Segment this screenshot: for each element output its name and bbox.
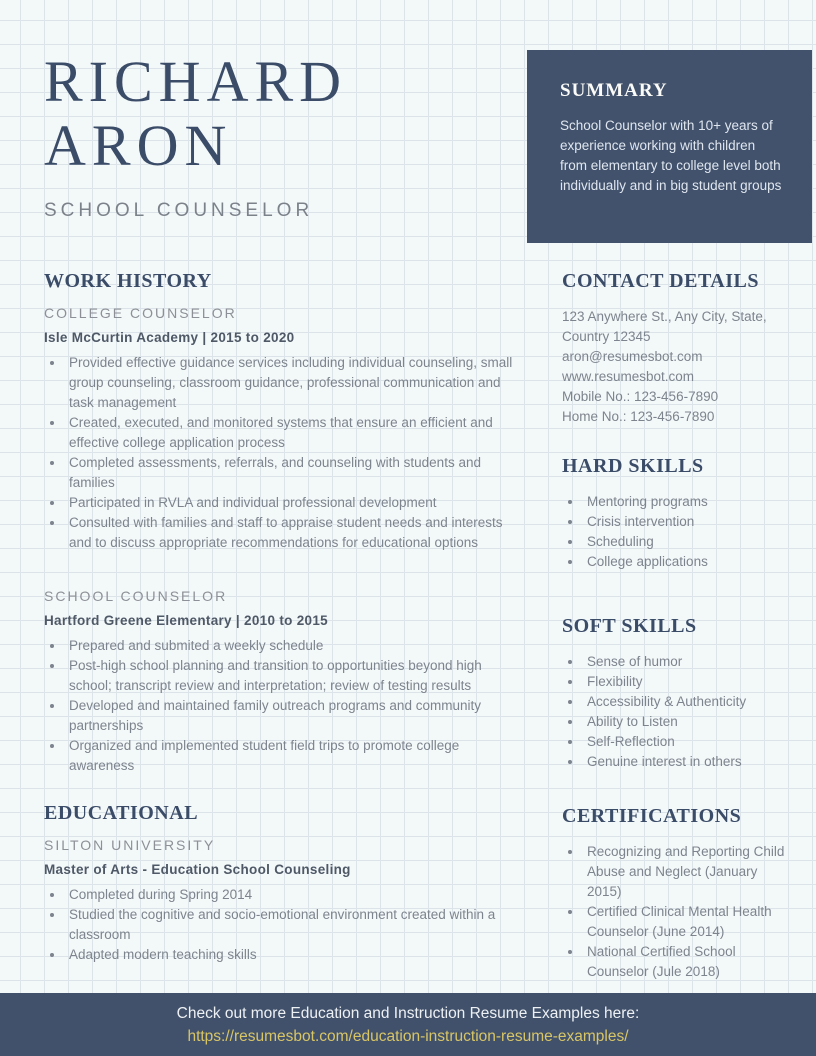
education-degree: Master of Arts - Education School Counseling [44,862,351,877]
job-bullet: • Provided effective guidance services including individual counseling, small group counseling, classroom guidance, professional communication and task management [65,353,526,413]
footer-text: Check out more Education and Instruction Resume Examples here: [176,1005,640,1022]
contact-line: Home No.: 123-456-7890 [562,409,715,424]
candidate-first-name: RICHARD [44,49,348,114]
job-bullet-list [44,353,526,553]
soft-skill-item: • Flexibility [583,672,794,692]
job-company-dates: Hartford Greene Elementary | 2010 to 2015 [44,613,328,628]
certifications-heading: CERTIFICATIONS [562,805,742,827]
soft-skill-item: • Sense of humor [583,652,794,672]
hard-skill-item: • Crisis intervention [583,512,794,532]
work-history-heading: WORK HISTORY [44,270,212,292]
job-bullet-list [44,636,526,776]
contact-line: Mobile No.: 123-456-7890 [562,389,719,404]
soft-skill-item: • Genuine interest in others [583,752,794,772]
contact-line: aron@resumesbot.com [562,349,703,364]
education-bullet-list [44,885,526,965]
job-bullet: • Created, executed, and monitored systems that ensure an efficient and effective college application process [65,413,526,453]
job-company-dates: Isle McCurtin Academy | 2015 to 2020 [44,330,295,345]
section-contact-details [562,270,794,427]
soft-skills-heading: SOFT SKILLS [562,615,697,637]
hard-skill-item: • Mentoring programs [583,492,794,512]
summary-card [527,50,812,243]
education-bullet: • Adapted modern teaching skills [65,945,526,965]
summary-heading: SUMMARY [560,80,668,101]
job-bullet: • Developed and maintained family outreach programs and community partnerships [65,696,526,736]
contact-line: 123 Anywhere St., Any City, State, [562,309,767,324]
content-columns [44,270,794,982]
contact-line: Country 12345 [562,329,651,344]
candidate-name [44,50,514,178]
certification-item: • Certified Clinical Mental Health Counselor (June 2014) [583,902,794,942]
education-bullet: • Studied the cognitive and socio-emotional environment created within a classroom [65,905,526,945]
contact-details-heading: CONTACT DETAILS [562,270,759,292]
section-soft-skills [562,615,794,772]
candidate-title: SCHOOL COUNSELOR [44,200,314,221]
job-bullet: • Post-high school planning and transition to opportunities beyond high school; transcript review and interpretation; review of testing results [65,656,526,696]
footer-link[interactable]: https://resumesbot.com/education-instruction-resume-examples/ [187,1028,629,1045]
hard-skill-item: • College applications [583,552,794,572]
job-entry-college-counselor [44,305,526,553]
job-role: SCHOOL COUNSELOR [44,588,228,604]
job-entry-school-counselor [44,588,526,776]
job-bullet: • Consulted with families and staff to appraise student needs and interests and to discuss appropriate recommendations for educational options [65,513,526,553]
section-education [44,802,526,965]
footer-banner [0,993,816,1056]
soft-skill-item: • Ability to Listen [583,712,794,732]
job-bullet: • Participated in RVLA and individual professional development [65,493,526,513]
section-work-history [44,270,526,776]
section-hard-skills [562,455,794,572]
section-certifications [562,805,794,982]
job-bullet: • Organized and implemented student field trips to promote college awareness [65,736,526,776]
contact-lines [562,307,794,427]
candidate-last-name: ARON [44,113,233,178]
education-heading: EDUCATIONAL [44,802,199,824]
certification-item: • Recognizing and Reporting Child Abuse and Neglect (January 2015) [583,842,794,902]
soft-skills-list [562,652,794,772]
contact-line: www.resumesbot.com [562,369,695,384]
hard-skills-list [562,492,794,572]
education-school: SILTON UNIVERSITY [44,837,216,853]
job-role: COLLEGE COUNSELOR [44,305,237,321]
left-column [44,270,526,982]
summary-text: School Counselor with 10+ years of experience working with children from elementary to college level both individually and in big student groups [560,118,782,193]
hard-skills-heading: HARD SKILLS [562,455,704,477]
hard-skill-item: • Scheduling [583,532,794,552]
soft-skill-item: • Accessibility & Authenticity [583,692,794,712]
job-bullet: • Completed assessments, referrals, and counseling with students and families [65,453,526,493]
soft-skill-item: • Self-Reflection [583,732,794,752]
header [44,50,514,222]
certifications-list [562,842,794,982]
job-bullet: • Prepared and submited a weekly schedule [65,636,526,656]
right-column [562,270,794,982]
education-bullet: • Completed during Spring 2014 [65,885,526,905]
certification-item: • National Certified School Counselor (Jule 2018) [583,942,794,982]
